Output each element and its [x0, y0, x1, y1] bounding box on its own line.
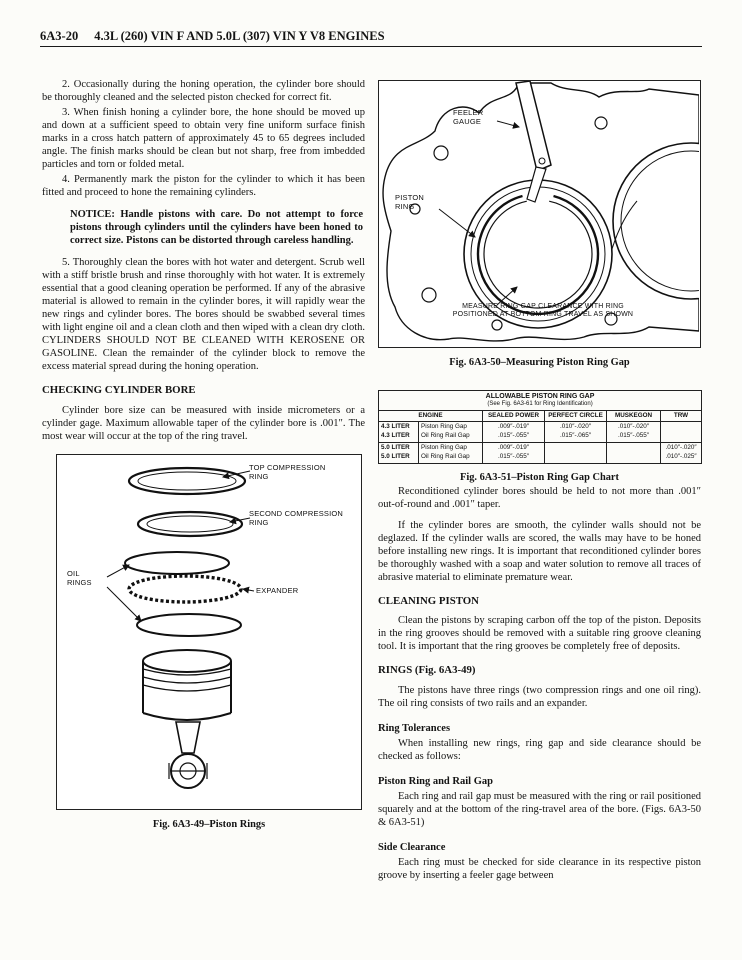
label-second-compression-ring: SECOND COMPRESSION RING: [249, 508, 344, 527]
left-column: [42, 78, 365, 832]
value-line: .009″-.019″: [497, 422, 530, 430]
table-title-cell: [379, 390, 702, 410]
value-line: .015″-.055″: [497, 452, 530, 460]
caption-fig-6a3-49: Fig. 6A3-49–Piston Rings: [152, 818, 266, 830]
label-oil-rings: OIL RINGS: [67, 568, 92, 587]
value-line: .009″-.019″: [497, 443, 530, 451]
table-cell-engine: [379, 442, 419, 463]
paragraph-step-5: 5. Thoroughly clean the bores with hot water and detergent. Scrub well with a stiff bristle brush and rinse thoroughly with hot water. It is extremely essential that a good cleaning operation be performed. If any of the abrasive material is allowed to remain in the cylinder bores, it will rapidly wear the new rings and cylinder bores. The bores should be swabbed several times with light engine oil and a clean cloth and then wiped with a clean dry cloth. CYLINDERS SHOULD NOT BE CLEANED WITH KEROSENE OR GASOLINE. Clean the remainder of the cylinder block to remove the excess material spread during the honing operation.: [42, 257, 365, 373]
value-line: .015″-.065″: [559, 431, 592, 439]
caption-fig-6a3-51: Fig. 6A3-51–Piston Ring Gap Chart: [459, 471, 620, 483]
figure-note-measure-ring-gap: MEASURE RING GAP CLEARANCE WITH RING POSITIONED AT BOTTOM RING TRAVEL AS SHOWN: [452, 303, 634, 319]
item-line: Piston Ring Gap: [421, 422, 467, 430]
item-line: Piston Ring Gap: [421, 443, 467, 451]
table-title: ALLOWABLE PISTON RING GAP: [485, 392, 595, 400]
table-cell-sealed-power: [483, 421, 545, 442]
paragraph-step-2: 2. Occasionally during the honing operation, the cylinder bore should be thoroughly cleaned and the selected piston checked for correct fit.: [42, 79, 365, 104]
table-cell-perfect-circle: [545, 442, 607, 463]
value-line: .010″-.020″: [559, 422, 592, 430]
header-rule: [40, 46, 702, 47]
table-row: [379, 442, 702, 463]
value-line: [609, 444, 658, 453]
engine-line: 4.3 LITER: [381, 422, 410, 430]
table-subtitle: (See Fig. 6A3-61 for Ring Identification): [487, 400, 593, 407]
label-top-compression-ring: TOP COMPRESSION RING: [249, 462, 326, 481]
value-line: .010″-.020″: [665, 443, 697, 451]
paragraph-rings: The pistons have three rings (two compression rings and one oil ring). The oil ring consists of two rails and an expander.: [378, 684, 701, 709]
value-line: [609, 453, 658, 462]
page-number: 6A3-20: [40, 29, 79, 43]
label-piston-ring: PISTON RING: [395, 193, 424, 211]
value-line: .010″-.020″: [617, 422, 650, 430]
table-cell-muskegon: [607, 421, 661, 442]
notice-block: [70, 208, 363, 247]
value-line: [547, 444, 604, 453]
paragraph-reconditioned-bores: Reconditioned cylinder bores should be held to not more than .001″ out-of-round and .001″ taper.: [378, 485, 701, 510]
notice-label: NOTICE:: [70, 209, 115, 221]
value-line: .015″-.055″: [497, 431, 530, 439]
table-cell-perfect-circle: [545, 421, 607, 442]
paragraph-smooth-bores: If the cylinder bores are smooth, the cylinder walls should not be deglazed. If the cylinder walls are scored, the walls may have to be honed before installing new rings. It is important that reconditioned cylinder bores be thoroughly washed with a soap and water solution to remove all traces of abrasive material to eliminate premature wear.: [378, 519, 701, 583]
paragraph-ring-tolerances: When installing new rings, ring gap and side clearance should be checked as follows:: [378, 737, 701, 762]
heading-side-clearance: Side Clearance: [378, 841, 446, 853]
paragraph-rail-gap: Each ring and rail gap must be measured with the ring or rail positioned squarely and at the bottom of the ring-travel area of the bore. (Figs. 6A3-50 & 6A3-51): [378, 790, 701, 828]
table-row: [379, 421, 702, 442]
table-cell-trw: [661, 421, 702, 442]
heading-cleaning-piston: CLEANING PISTON: [378, 594, 479, 607]
heading-piston-ring-rail-gap: Piston Ring and Rail Gap: [378, 775, 493, 787]
figure-piston-rings: [56, 454, 362, 810]
table-cell-trw: [661, 442, 702, 463]
table-title-row: [379, 390, 702, 410]
paragraph-step-4: 4. Permanently mark the piston for the cylinder to which it has been fitted and proceed to hone the remaining cylinders.: [42, 174, 365, 199]
value-line: .015″-.055″: [617, 431, 650, 439]
paragraph-checking-bore: Cylinder bore size can be measured with inside micrometers or a cylinder gage. Maximum allowable taper of the cylinder bore is .001″. The most wear will occur at the top of the ring travel.: [42, 404, 365, 442]
engine-line: 5.0 LITER: [381, 452, 410, 460]
label-feeler-gauge: FEELER GAUGE: [453, 108, 484, 126]
column-header-sealed-power: SEALED POWER: [483, 410, 545, 421]
paragraph-side-clearance: Each ring must be checked for side clearance in its respective piston groove by inserting a feeler gage between: [378, 856, 701, 881]
notice-text: Handle pistons with care. Do not attempt to force pistons through cylinders until the cylinders have been honed to correct size. Pistons can be distorted through careless handling.: [70, 209, 363, 247]
table-header-row: [379, 410, 702, 421]
label-expander: EXPANDER: [256, 585, 299, 595]
item-line: Oil Ring Rail Gap: [421, 452, 470, 460]
heading-rings: RINGS (Fig. 6A3-49): [378, 664, 476, 677]
value-line: .010″-.025″: [665, 452, 697, 460]
figure-measuring-ring-gap: [378, 80, 701, 348]
paragraph-cleaning-piston: Clean the pistons by scraping carbon off the top of the piston. Deposits in the ring grooves should be removed with a suitable ring groove cleaning tool. It is important that the ring grooves be completely free of deposits.: [378, 615, 701, 653]
value-line: [547, 453, 604, 462]
table-cell-engine: [379, 421, 419, 442]
column-header-trw: TRW: [661, 410, 702, 421]
caption-fig-6a3-50: Fig. 6A3-50–Measuring Piston Ring Gap: [449, 357, 630, 368]
engine-line: 5.0 LITER: [381, 443, 410, 451]
page-title: 4.3L (260) VIN F AND 5.0L (307) VIN Y V8 ENGINES: [94, 29, 385, 43]
page-header: [40, 29, 702, 44]
table-cell-item: [419, 442, 483, 463]
table-cell-sealed-power: [483, 442, 545, 463]
ring-gap-table: [378, 390, 702, 464]
heading-checking-cylinder-bore: CHECKING CYLINDER BORE: [42, 384, 196, 397]
value-line: [663, 423, 699, 432]
column-header-muskegon: MUSKEGON: [607, 410, 661, 421]
paragraph-step-3: 3. When finish honing a cylinder bore, the hone should be moved up and down at a sufficient speed to obtain very fine uniform surface finish marks in a cross hatch pattern of approximately 45 to 65 degrees included angle. The finish marks should be clean but not sharp, free from imbedded particles and torn or folded metal.: [42, 107, 365, 171]
value-line: [663, 432, 699, 441]
engine-line: 4.3 LITER: [381, 431, 410, 439]
item-line: Oil Ring Rail Gap: [421, 431, 470, 439]
table-cell-muskegon: [607, 442, 661, 463]
heading-ring-tolerances: Ring Tolerances: [378, 722, 451, 734]
right-column: [378, 78, 701, 884]
table-cell-item: [419, 421, 483, 442]
column-header-engine: ENGINE: [379, 410, 483, 421]
column-header-perfect-circle: PERFECT CIRCLE: [545, 410, 607, 421]
